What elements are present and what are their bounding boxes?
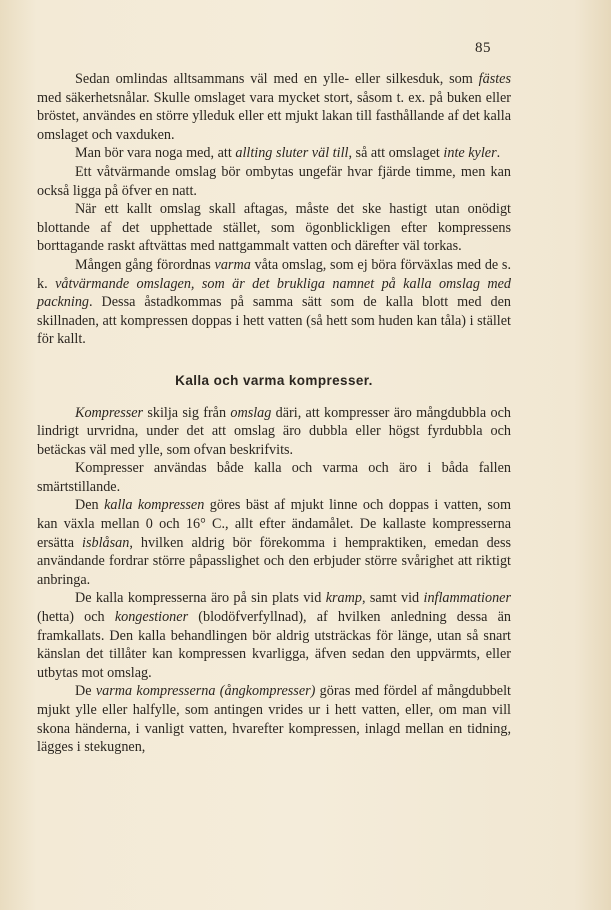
text-run: göras med fördel af mångdubbelt mjukt ylle eller halfylle, som antingen vrides ur i hett vatten, eller, om man vill skona händerna, i vanligt vatten, hvarefter kompressen, inlagd mellan en tidning, lägges i stekugnen, [37, 683, 511, 756]
text-run: När ett kallt omslag skall aftagas, måste det ske hastigt utan onödigt blottande af det upphettade stället, som ögonblickligen efter kompressens borttagande raskt aftvättas med nattgammalt vatten och därefter väl torkas. [37, 201, 511, 255]
text-run: , så att omslaget [348, 145, 444, 162]
italic-run: våtvärmande omslagen, som är det brukliga namnet på kalla omslag med packning [37, 275, 511, 311]
text-run: Man bör vara noga med, att [75, 145, 236, 162]
text-run: Kompresser användas både kalla och varma och äro i båda fallen smärtstillande. [37, 460, 511, 495]
text-run: skilja sig från [143, 404, 231, 421]
paragraph [37, 200, 511, 256]
text-run: med säkerhetsnålar. Skulle omslaget vara mycket stort, såsom t. ex. på buken eller bröstet, användes en större ylleduk eller ett mjukt lakan till fasthållande af det kalla omslaget och vaxduken. [37, 89, 511, 143]
text-run: göres bäst af mjukt linne och doppas i vatten, som kan växla mellan 0 och 16° C., allt efter ändamålet. De kallaste kompresserna ersätta [37, 497, 512, 551]
paragraph [37, 459, 511, 496]
italic-run: fästes [478, 71, 511, 87]
paragraph [37, 256, 511, 349]
paragraph [37, 144, 511, 163]
text-run: däri, att kompresser äro mångdubbla och lindrigt urvridna, under det att omslag äro dubbla eller högst fyrdubbla och betäckas väl med ylle, som ofvan beskrifvits. [37, 404, 512, 458]
italic-run: inte kyler [443, 145, 497, 162]
text-run: Sedan omlindas alltsammans väl med en ylle- eller silkesduk, som [75, 71, 479, 87]
text-run: , samt vid [361, 590, 424, 607]
text-run: . Dessa åstadkommas på samma sätt som de kalla blott med den skillnaden, att kompressen doppas i hett vatten (så hett som huden kan tåla) i stället för kallt. [37, 294, 511, 348]
paragraph [37, 70, 511, 144]
paragraph [37, 589, 511, 682]
italic-run: kalla kompressen [104, 497, 205, 514]
italic-run: omslag [230, 404, 272, 421]
paragraphs-bottom [37, 404, 511, 757]
text-run: Ett våtvärmande omslag bör ombytas ungefär hvar fjärde timme, men kan också ligga på öfver en natt. [37, 163, 511, 199]
page-number: 85 [475, 40, 491, 56]
text-run: (hetta) och [37, 609, 115, 626]
text-run: , hvilken aldrig bör förekomma i hempraktiken, emedan dess användande fordrar större påpasslighet och den erbjuder större svårighet att riktigt anbringa. [37, 534, 511, 588]
italic-run: kramp [325, 590, 362, 607]
paragraph [37, 682, 511, 756]
text-run: De [75, 683, 96, 700]
italic-run: varma [214, 256, 251, 273]
text-run: (blodöfverfyllnad), af hvilken anledning dessa än framkallats. Den kalla behandlingen bör aldrig utsträckas för länge, utan så snart känslan det tillåter kan kompressen kvarligga, äfven sedan den uppvärmts, eller utbytas mot omslag. [37, 609, 511, 681]
paragraph [37, 496, 511, 589]
paragraphs-top [37, 70, 511, 349]
text-run: . [496, 145, 501, 162]
text-run: Den [75, 497, 105, 514]
text-run: De kalla kompresserna äro på sin plats vid [75, 590, 326, 607]
italic-run: allting sluter väl till [235, 145, 349, 162]
body-text [37, 70, 511, 757]
paragraph [37, 163, 511, 200]
text-run: våta omslag, som ej böra förväxlas med de s. k. [37, 256, 511, 292]
text-run: Mången gång förordnas [75, 256, 215, 273]
paragraph [37, 404, 511, 460]
italic-run: Kompresser [75, 404, 144, 421]
italic-run: inflammationer [423, 590, 511, 607]
italic-run: varma kompresserna (ångkompresser) [95, 683, 316, 700]
section-heading: Kalla och varma kompresser. [175, 372, 373, 388]
italic-run: kongestioner [114, 609, 189, 626]
italic-run: isblåsan [82, 534, 130, 551]
